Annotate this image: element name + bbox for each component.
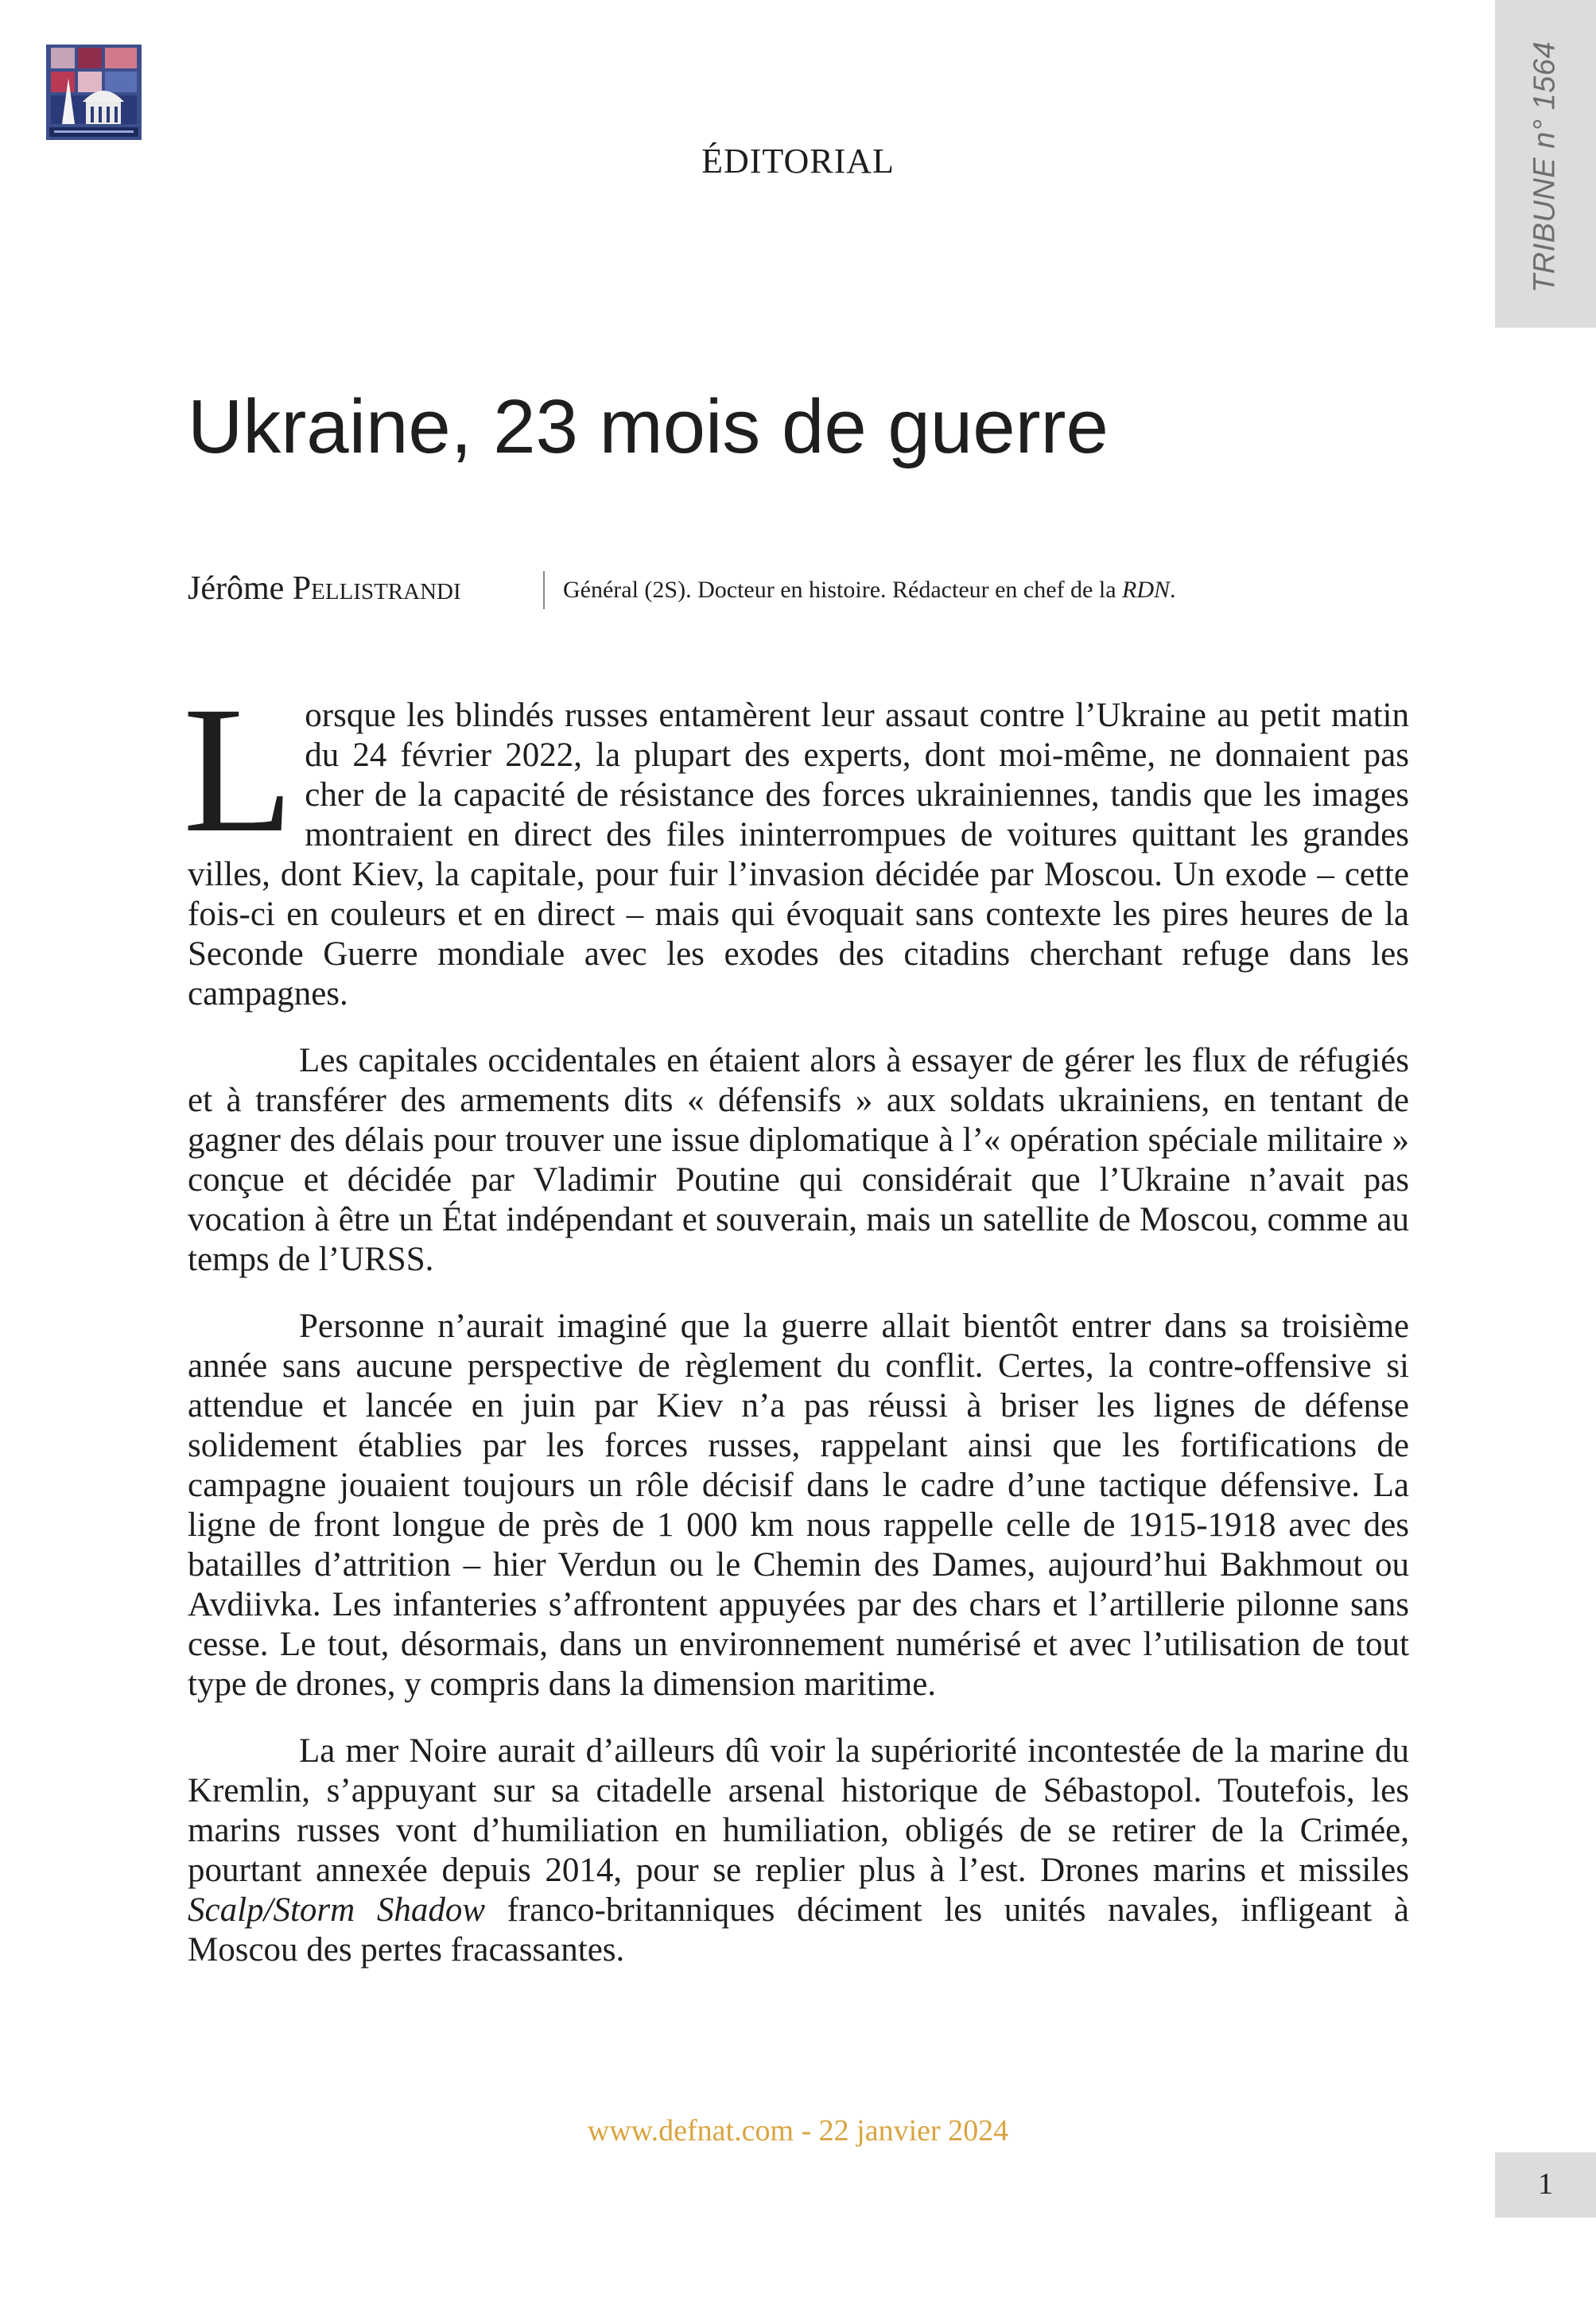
author-first-name: Jérôme (188, 570, 293, 607)
tribune-number: TRIBUNE n° 1564 (1528, 41, 1562, 293)
author-bio-journal: RDN (1122, 577, 1171, 603)
author-last-name: Pellistrandi (292, 570, 461, 607)
page-number: 1 (1538, 2167, 1553, 2201)
paragraph-4-text-a: La mer Noire aurait d’ailleurs dû voir la supériorité incontestée de la marine du Kremlin, s’appuyant sur sa citadelle arsenal historique de Sébastopol. Toutefois, les marins russes vont d’humiliation en humiliation, obligés de se retirer de la Crimée, pourtant annexée depuis 2014, pour se replier plus à l’est. Drones marins et missiles (188, 1732, 1409, 1889)
article-body (183, 670, 1409, 1997)
footer-source: www.defnat.com - 22 janvier 2024 (587, 2114, 1009, 2147)
author-bio-text: Général (2S). Docteur en histoire. Rédacteur en chef de la (563, 577, 1123, 603)
author-divider (543, 571, 545, 609)
author-name (188, 569, 461, 608)
paragraph-1-text: orsque les blindés russes entamèrent leur assaut contre l’Ukraine au petit matin du 24 février 2022, la plupart des experts, dont moi-même, ne donnaient pas cher de la capacité de résistance des forces ukrainiennes, tandis que les images montraient en direct des files ininterrompues de voitures quittant les grandes villes, dont Kiev, la capitale, pour fuir l’invasion décidée par Moscou. Un exode – cette fois-ci en couleurs et en direct – mais qui évoquait sans contexte les pires heures de la Seconde Guerre mondiale avec les exodes des citadins cherchant refuge dans les campagnes. (188, 697, 1409, 1013)
article-title: Ukraine, 23 mois de guerre (188, 384, 1109, 469)
page-number-box (1495, 2152, 1596, 2217)
paragraph-4-text-b: franco-britanniques déciment les unités navales, infligeant à Moscou des pertes fracassantes. (188, 1891, 1409, 1969)
paragraph-4-missile-name: Scalp/Storm Shadow (188, 1891, 486, 1929)
paragraph-4 (188, 1732, 1409, 1970)
paragraph-1 (183, 670, 1409, 1014)
section-label: ÉDITORIAL (701, 142, 895, 181)
paragraph-3: Personne n’aurait imaginé que la guerre allait bientôt entrer dans sa troisième année sans aucune perspective de règlement du conflit. Certes, la contre-offensive si attendue et lancée en juin par Kiev n’a pas réussi à briser les lignes de défense solidement établies par les forces russes, rappelant ainsi que les fortifications de campagne jouaient toujours un rôle décisif dans le cadre d’une tactique défensive. La ligne de front longue de près de 1 000 km nous rappelle celle de 1915-1918 avec des batailles d’attrition – hier Verdun ou le Chemin des Dames, aujourd’hui Bakhmout ou Avdiivka. Les infanteries s’affrontent appuyées par des chars et l’artillerie pilonne sans cesse. Le tout, désormais, dans un environnement numérisé et avec l’utilisation de tout type de drones, y compris dans la dimension maritime. (188, 1308, 1409, 1703)
author-bio-end: . (1170, 577, 1176, 603)
drop-cap: L (183, 670, 294, 870)
institution-logo-icon (46, 45, 142, 140)
author-bio (563, 577, 1176, 604)
paragraph-2: Les capitales occidentales en étaient alors à essayer de gérer les flux de réfugiés et à transférer des armements dits « défensifs » aux soldats ukrainiens, en tentant de gagner des délais pour trouver une issue diplomatique à l’« opération spéciale militaire » conçue et décidée par Vladimir Poutine qui considérait que l’Ukraine n’avait pas vocation à être un État indépendant et souverain, mais un satellite de Moscou, comme au temps de l’URSS. (188, 1042, 1409, 1278)
